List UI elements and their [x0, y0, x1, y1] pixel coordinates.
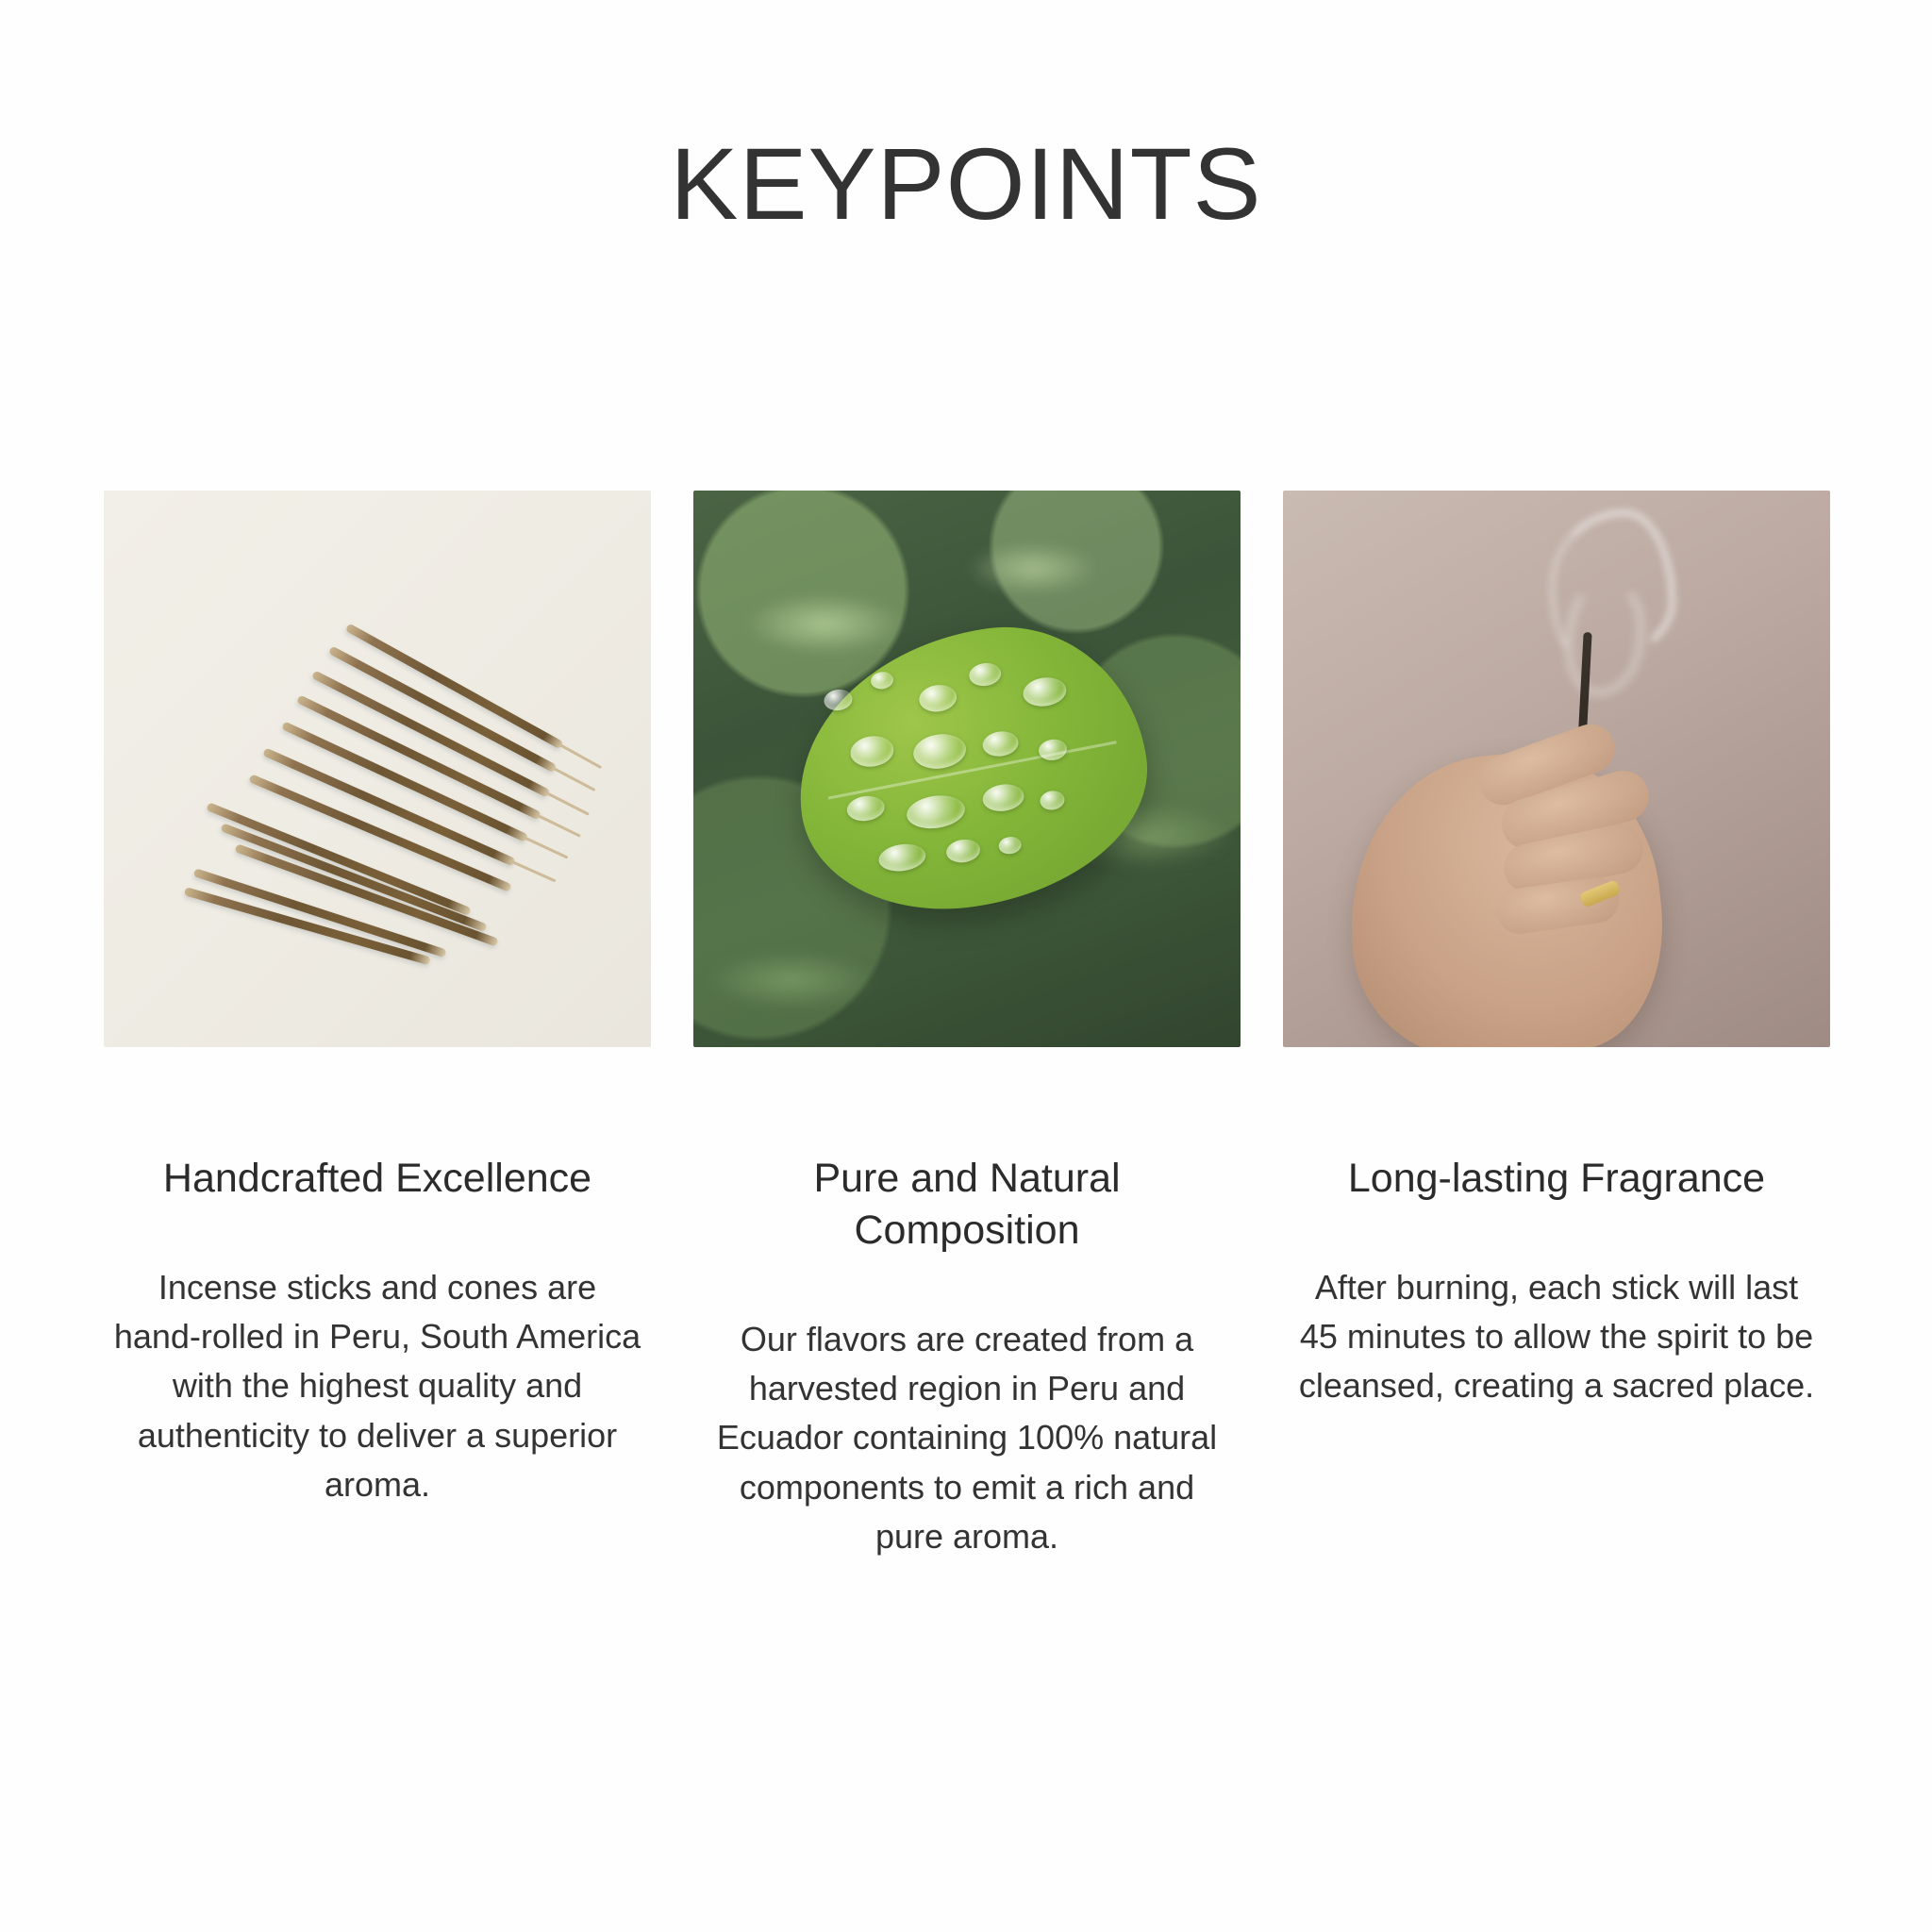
keypoints-columns — [104, 491, 1830, 1561]
keypoint-card-2 — [693, 491, 1241, 1561]
hand-shape — [1334, 740, 1675, 1047]
keypoint-body-1: Incense sticks and cones are hand-rolled in Peru, South America with the highest quality and authenticity to deliver a superior aroma. — [113, 1268, 641, 1504]
smoke-wisp-lower — [1566, 580, 1643, 695]
keypoint-card-3 — [1283, 491, 1830, 1411]
keypoint-title-2: Pure and Natural Composition — [813, 1156, 1121, 1254]
keypoint-title-1: Handcrafted Excellence — [162, 1156, 592, 1201]
footer-spacer — [0, 0, 1932, 1]
keypoint-body-3: After burning, each stick will last 45 minutes to allow the spirit to be cleansed, creating a sacred place. — [1298, 1268, 1815, 1406]
incense-sticks-photo — [104, 491, 651, 1047]
keypoint-title-3: Long-lasting Fragrance — [1347, 1156, 1766, 1201]
keypoint-card-1 — [104, 491, 651, 1509]
keypoint-body-2: Our flavors are created from a harvested region in Peru and Ecuador containing 100% natural components to emit a rich and pure aroma. — [716, 1320, 1218, 1556]
green-leaf-photo — [693, 491, 1241, 1047]
burning-incense-hand-photo — [1283, 491, 1830, 1047]
page-title: KEYPOINTS — [670, 126, 1262, 241]
